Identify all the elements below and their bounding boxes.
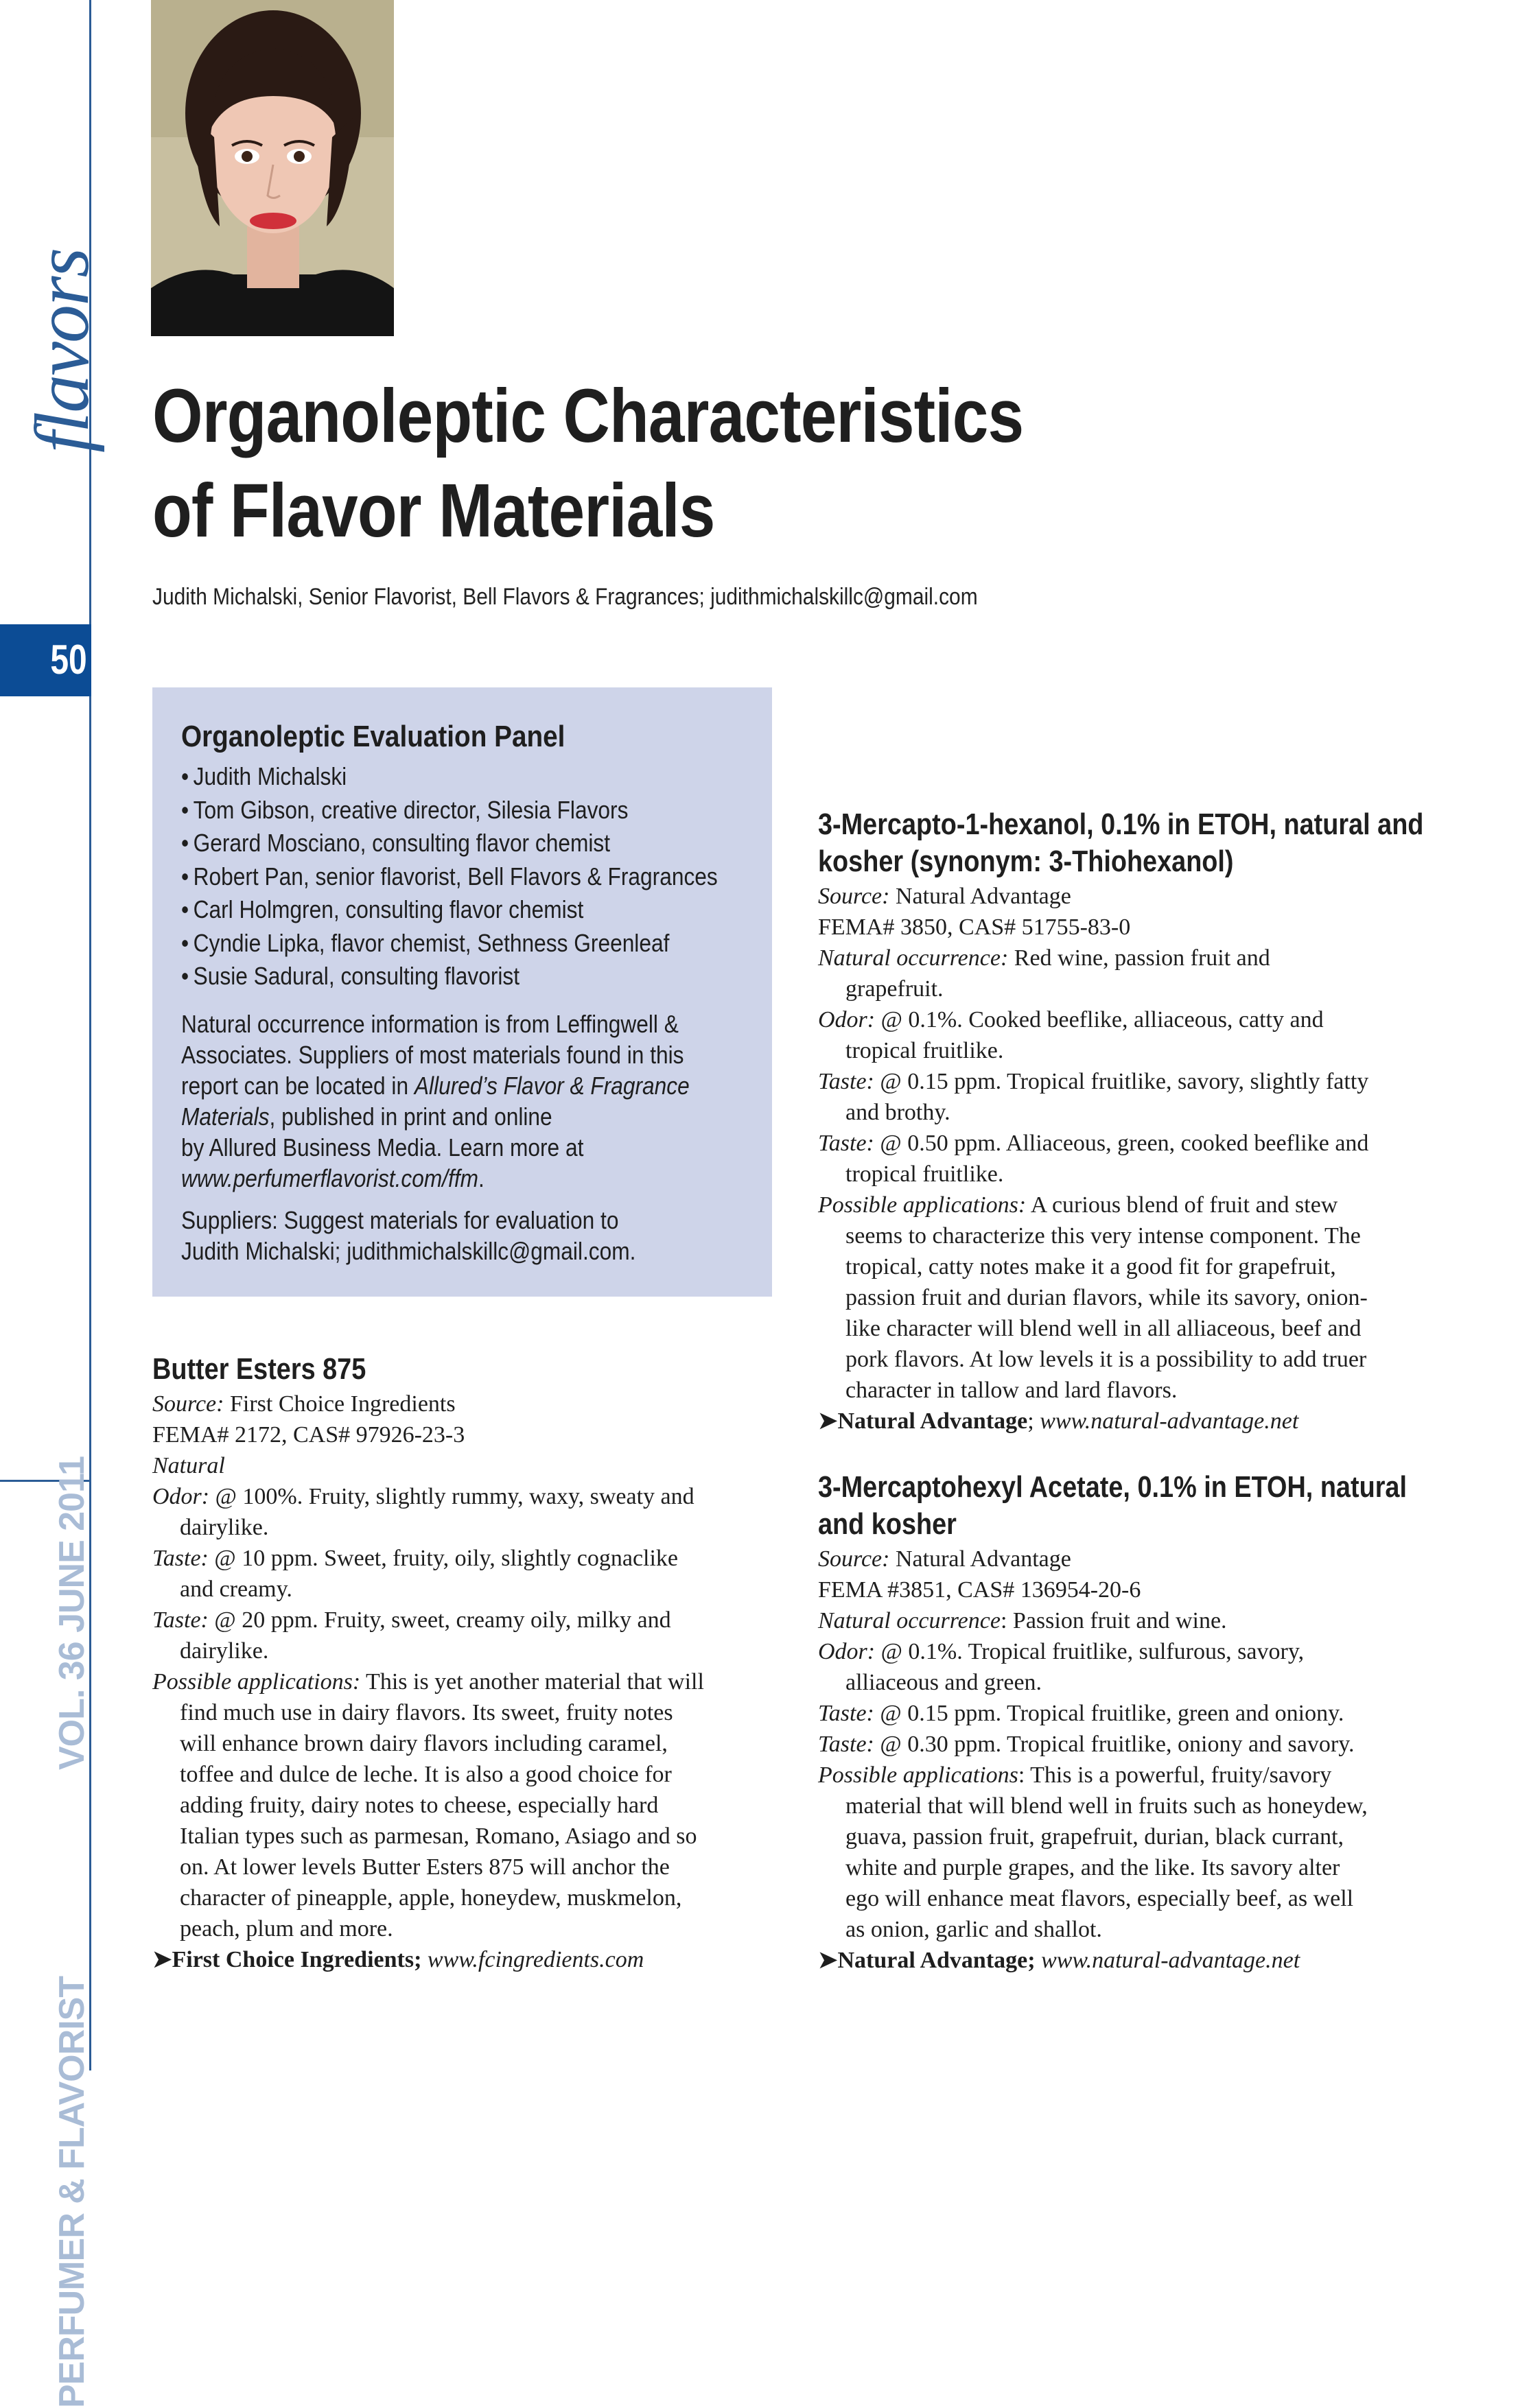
- panel-member-list: [181, 760, 737, 993]
- panel-heading: Organoleptic Evaluation Panel: [181, 720, 565, 753]
- page-number: 50: [50, 637, 87, 683]
- supplier-line: ➤Natural Advantage; www.natural-advantage.net: [818, 1408, 1299, 1434]
- byline: Judith Michalski, Senior Flavorist, Bell Flavors & Fragrances; judithmichalskillc@gmail.com: [152, 584, 978, 610]
- page-number-box: [0, 624, 91, 696]
- arrow-icon: ➤: [152, 1947, 172, 1972]
- panel-member: • Tom Gibson, creative director, Silesia Flavors: [181, 794, 737, 827]
- panel-suggest: [181, 1205, 737, 1266]
- arrow-icon: ➤: [818, 1408, 838, 1434]
- issue-label: VOL. 36 JUNE 2011: [52, 1456, 92, 1770]
- panel-note-line: Materials, published in print and online: [181, 1102, 552, 1131]
- entry-butter-esters: Butter Esters 875 Source: First Choice Ingredients FEMA# 2172, CAS# 97926-23-3 Natural Odor: @ 100%. Fruity, slightly rummy, waxy, sweaty and dairylike. Taste: @ 10 ppm. Sweet, fruity, oily, slightly cognaclike and creamy. Taste: @ 20 ppm. Fruity, sweet, creamy oily, milky and dairylike. Possible applications: This is yet another material that will find much use in dairy flavors. Its sweet, fruity notes will enhance brown dairy flavors including caramel, toffee and dulce de leche. It is also a good choice for adding fruity, dairy notes to cheese, especially hard Italian types such as parmesan, Romano, Asiago and so on. At lower levels Butter Esters 875 will anchor the character of pineapple, apple, honeydew, muskmelon, peach, plum and more. ➤First Choice Ingredients; www.fcingredients.com: [152, 1351, 784, 1975]
- journal-label: PERFUMER & FLAVORIST: [52, 1976, 92, 2408]
- entry-mercaptohexyl-acetate: 3-Mercaptohexyl Acetate, 0.1% in ETOH, natural and kosher Source: Natural Advantage FEMA #3851, CAS# 136954-20-6 Natural occurrence: Passion fruit and wine. Odor: @ 0.1%. Tropical fruitlike, sulfurous, savory, alliaceous and green. Taste: @ 0.15 ppm. Tropical fruitlike, green and oniony. Taste: @ 0.30 ppm. Tropical fruitlike, oniony and savory. Possible applications: This is a powerful, fruity/savory material that will blend well in fruits such as honeydew, guava, passion fruit, grapefruit, durian, black currant, white and purple grapes, and the like. Its savory alter ego will enhance meat flavors, especially beef, as well as onion, garlic and shallot. ➤Natural Advantage; www.natural-advantage.net: [818, 1469, 1463, 1976]
- panel-note-line: report can be located in Allured’s Flavor & Fragrance: [181, 1071, 690, 1100]
- entry-title: Butter Esters 875: [152, 1352, 366, 1386]
- panel-member: • Carl Holmgren, consulting flavor chemist: [181, 893, 737, 927]
- panel-member: • Judith Michalski: [181, 760, 737, 794]
- arrow-icon: ➤: [818, 1948, 838, 1973]
- author-photo: [151, 0, 394, 336]
- entry-title-line: kosher (synonym: 3-Thiohexanol): [818, 845, 1234, 878]
- panel-note-line: Associates. Suppliers of most materials found in this: [181, 1040, 684, 1069]
- panel-member: • Gerard Mosciano, consulting flavor chemist: [181, 827, 737, 860]
- section-label: flavors: [20, 248, 105, 453]
- entry-title-line: and kosher: [818, 1507, 957, 1541]
- supplier-line: ➤Natural Advantage; www.natural-advantage.net: [818, 1948, 1300, 1973]
- entry-mercaptohexanol: 3-Mercapto-1-hexanol, 0.1% in ETOH, natural and kosher (synonym: 3-Thiohexanol) Source: Natural Advantage FEMA# 3850, CAS# 51755-83-0 Natural occurrence: Red wine, passion fruit and grapefruit. Odor: @ 0.1%. Cooked beeflike, alliaceous, catty and tropical fruitlike. Taste: @ 0.15 ppm. Tropical fruitlike, savory, slightly fatty and brothy. Taste: @ 0.50 ppm. Alliaceous, green, cooked beeflike and tropical fruitlike. Possible applications: A curious blend of fruit and stew seems to characterize this very intense component. The tropical, catty notes make it a good fit for grapefruit, passion fruit and durian flavors, while its savory, onion- like character will blend well in all alliaceous, beef and pork flavors. At low levels it is a possibility to add truer character in tallow and lard flavors. ➤Natural Advantage; www.natural-advantage.net: [818, 807, 1463, 1437]
- panel-note-line: by Allured Business Media. Learn more at: [181, 1133, 584, 1161]
- panel-note-line: Natural occurrence information is from Leffingwell &: [181, 1009, 679, 1038]
- entry-title-line: 3-Mercaptohexyl Acetate, 0.1% in ETOH, natural: [818, 1470, 1407, 1504]
- title-line-1: Organoleptic Characteristics: [152, 374, 1024, 458]
- panel-member: • Cyndie Lipka, flavor chemist, Sethness Greenleaf: [181, 927, 737, 960]
- article-title: [152, 369, 1156, 558]
- ffm-link[interactable]: www.perfumerflavorist.com/ffm: [181, 1164, 479, 1192]
- supplier-url[interactable]: www.natural-advantage.net: [1041, 1948, 1300, 1973]
- entry-title-line: 3-Mercapto-1-hexanol, 0.1% in ETOH, natural and: [818, 807, 1424, 841]
- evaluation-panel-box: [152, 687, 772, 1297]
- supplier-url[interactable]: www.fcingredients.com: [427, 1947, 644, 1972]
- panel-suggest-line: Judith Michalski; judithmichalskillc@gmail.com.: [181, 1236, 636, 1265]
- panel-member: • Susie Sadural, consulting flavorist: [181, 960, 737, 993]
- panel-member: • Robert Pan, senior flavorist, Bell Flavors & Fragrances: [181, 860, 737, 894]
- panel-note: [181, 1008, 737, 1194]
- margin-rule-bottom: [89, 696, 91, 2070]
- panel-note-line: www.perfumerflavorist.com/ffm.: [181, 1164, 484, 1192]
- supplier-line: ➤First Choice Ingredients; www.fcingredients.com: [152, 1947, 644, 1972]
- panel-suggest-line: Suppliers: Suggest materials for evaluation to: [181, 1205, 619, 1234]
- title-line-2: of Flavor Materials: [152, 469, 715, 553]
- supplier-url[interactable]: www.natural-advantage.net: [1040, 1408, 1299, 1434]
